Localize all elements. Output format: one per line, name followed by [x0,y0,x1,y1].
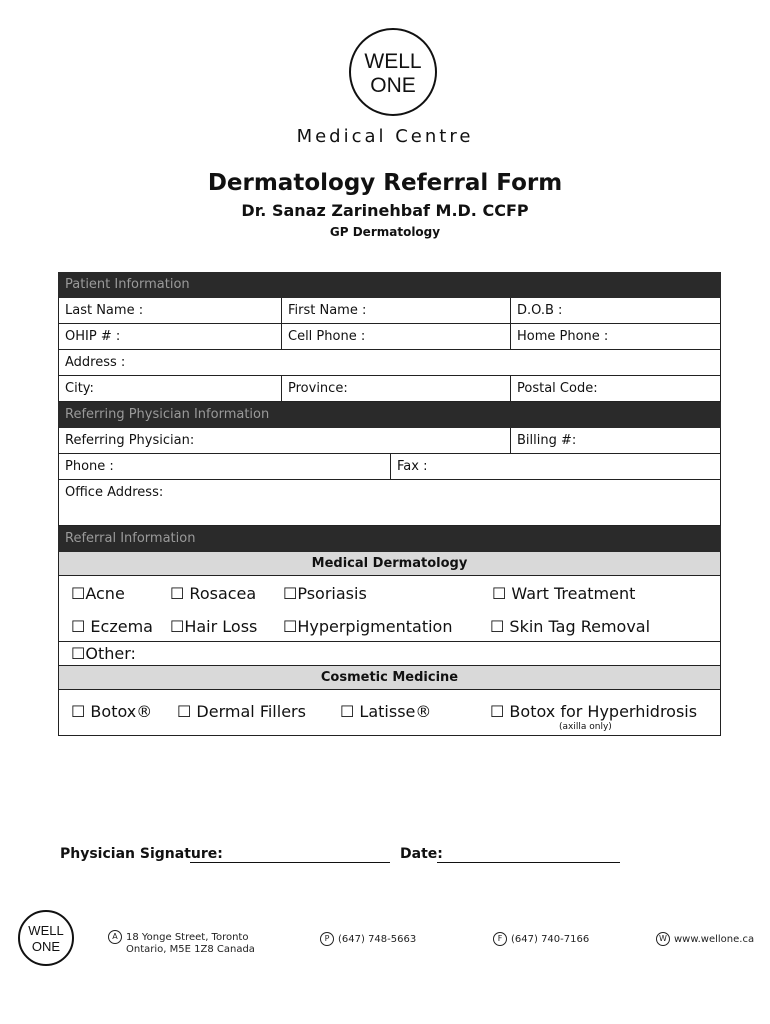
medical-dermatology-header: Medical Dermatology [58,552,721,576]
footer-address [108,930,255,956]
psoriasis-checkbox[interactable]: ☐Psoriasis [283,584,367,603]
phone-icon: P [320,932,334,946]
physician-fax-field[interactable]: Fax : [390,454,720,479]
first-name-field[interactable]: First Name : [281,298,510,323]
medical-options [58,576,721,642]
fax-icon: F [493,932,507,946]
referring-physician-field[interactable]: Referring Physician: [65,433,195,448]
fax-number: (647) 740-7166 [511,934,590,945]
referring-row-2 [58,454,721,480]
eczema-checkbox[interactable]: ☐ Eczema [71,617,153,636]
other-checkbox[interactable]: ☐Other: [71,644,136,663]
address-line2: Ontario, M5E 1Z8 Canada [126,944,255,955]
doctor-name: Dr. Sanaz Zarinehbaf M.D. CCFP [241,201,529,220]
cosmetic-medicine-header: Cosmetic Medicine [58,666,721,690]
wart-treatment-checkbox[interactable]: ☐ Wart Treatment [492,584,636,603]
phone-number: (647) 748-5663 [338,934,417,945]
footer-web [656,932,754,946]
referral-section-header: Referral Information [58,526,721,552]
logo-line1: WELL [364,50,422,73]
other-row [58,642,721,666]
province-field[interactable]: Province: [281,376,510,401]
skin-tag-removal-checkbox[interactable]: ☐ Skin Tag Removal [490,617,651,636]
referral-form [58,272,721,736]
address-field[interactable]: Address : [65,355,126,370]
referring-row-1 [58,428,721,454]
logo-subtitle: Medical Centre [296,126,474,147]
botox-hyperhidrosis-checkbox[interactable]: ☐ Botox for Hyperhidrosis [490,702,698,721]
footer-phone [320,932,416,946]
date-line[interactable] [437,862,620,863]
website-link[interactable]: www.wellone.ca [674,934,755,945]
acne-checkbox[interactable]: ☐Acne [71,584,125,603]
hair-loss-checkbox[interactable]: ☐Hair Loss [170,617,258,636]
city-field[interactable]: City: [65,381,94,396]
cell-phone-field[interactable]: Cell Phone : [281,324,510,349]
billing-field[interactable]: Billing #: [510,428,720,453]
patient-row-1 [58,298,721,324]
last-name-field[interactable]: Last Name : [65,303,144,318]
referring-section-header: Referring Physician Information [58,402,721,428]
patient-row-2 [58,324,721,350]
footer-logo-line1: WELL [28,923,64,938]
dob-field[interactable]: D.O.B : [510,298,720,323]
referring-row-3 [58,480,721,526]
address-icon: A [108,930,122,944]
specialty: GP Dermatology [329,225,441,239]
latisse-checkbox[interactable]: ☐ Latisse® [340,702,432,721]
patient-row-4 [58,376,721,402]
rosacea-checkbox[interactable]: ☐ Rosacea [170,584,257,603]
office-address-field[interactable]: Office Address: [65,485,164,500]
hyperpigmentation-checkbox[interactable]: ☐Hyperpigmentation [283,617,453,636]
page-title: Dermatology Referral Form [207,170,563,196]
signature-label: Physician Signature: [60,846,223,862]
physician-phone-field[interactable]: Phone : [65,459,114,474]
axilla-note: (axilla only) [559,722,612,732]
ohip-field[interactable]: OHIP # : [65,329,121,344]
wellone-logo [349,28,437,116]
logo-line2: ONE [370,74,416,97]
cosmetic-options [58,690,721,736]
home-phone-field[interactable]: Home Phone : [510,324,720,349]
postal-code-field[interactable]: Postal Code: [510,376,720,401]
botox-checkbox[interactable]: ☐ Botox® [71,702,153,721]
footer-logo-line2: ONE [31,939,61,954]
patient-row-3 [58,350,721,376]
signature-line[interactable] [190,862,390,863]
address-line1: 18 Yonge Street, Toronto [126,932,249,943]
footer-fax [493,932,589,946]
web-icon: W [656,932,670,946]
dermal-fillers-checkbox[interactable]: ☐ Dermal Fillers [177,702,306,721]
date-label: Date: [400,846,443,862]
patient-section-header: Patient Information [58,272,721,298]
footer-logo [18,910,74,966]
